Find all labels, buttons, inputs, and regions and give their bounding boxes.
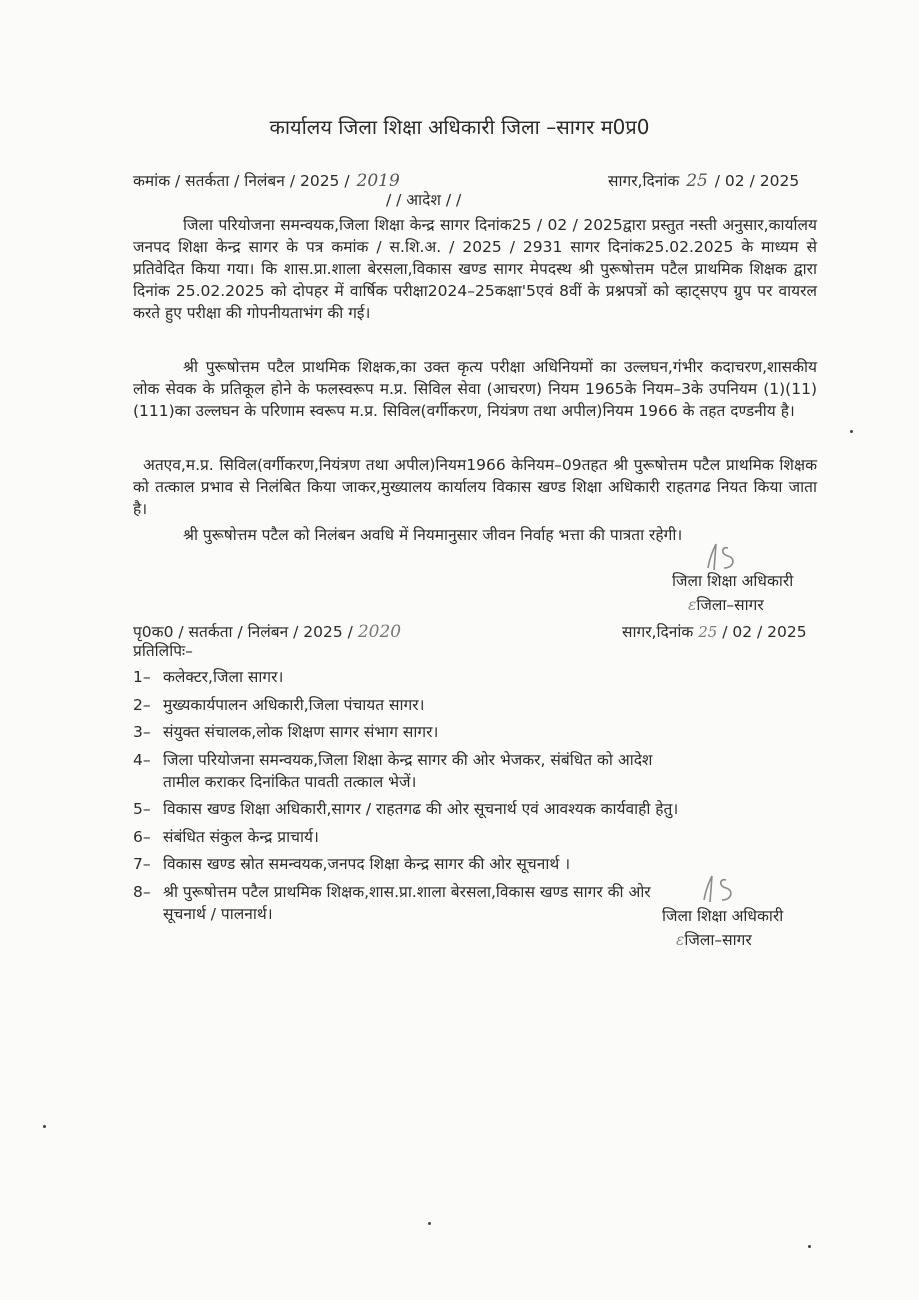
list-item: 8– श्री पुरूषोत्तम पटैल प्राथमिक शिक्षक,शास.प्रा.शाला बेरसला,विकास खण्ड सागर की ओर सूचनार्थ / पालनार्थ। [133,882,651,923]
signature-1-location: εजिला–सागर [688,596,764,614]
order-date-handwritten: 25 [686,171,708,191]
list-item: 2– मुख्यकार्यपालन अधिकारी,जिला पंचायत सागर। [133,695,425,714]
endorsement-date [622,621,807,643]
endorsement-date-handwritten: 25 [698,623,718,641]
endorsement-reference-text: पृ0क0 / सतर्कता / निलंबन / 2025 / [133,623,353,641]
office-title: कार्यालय जिला शिक्षा अधिकारी जिला –सागर म0प्र0 [269,115,650,139]
order-reference [133,170,400,192]
scan-speck [428,1222,431,1225]
signature-2-designation: जिला शिक्षा अधिकारी [662,907,784,925]
endorsement-number-handwritten: 2020 [357,622,402,642]
endorsement-date-rest: / 02 / 2025 [722,623,807,641]
paragraph-3: अतएव,म.प्र. सिविल(वर्गीकरण,नियंत्रण तथा अपील)नियम1966 केनियम–09तहत श्री पुरूषोत्तम पटैल प्राथमिक शिक्षक को तत्काल प्रभाव से निलंबित किया जाकर,मुख्यालय कार्यालय विकास खण्ड शिक्षा अधिकारी राहतगढ नियत किया जाता है। [133,456,817,518]
endorsement-date-label: सागर,दिनांक [622,623,694,641]
signature-2-location: εजिला–सागर [676,931,752,949]
signature-1-designation: जिला शिक्षा अधिकारी [672,572,794,590]
paragraph-1: जिला परियोजना समन्वयक,जिला शिक्षा केन्द्र सागर दिनांक25 / 02 / 2025द्वारा प्रस्तुत नस्ती अनुसार,कार्यालय जनपद शिक्षा केन्द्र सागर के पत्र कमांक / स.शि.अ. / 2025 / 2931 सागर दिनांक25.02.2025 के माध्यम से प्रतिवेदित किया गया। कि शास.प्रा.शाला बेरसला,विकास खण्ड सागर मेपदस्थ श्री पुरूषोत्तम पटैल प्राथमिक शिक्षक द्वारा दिनांक 25.02.2025 को दोपहर में वार्षिक परीक्षा2024–25कक्षा'5एवं 8वीं के प्रश्नपत्रों को व्हाट्सएप ग्रुप पर वायरल करते हुए परीक्षा की गोपनीयताभंग की गई। [133,216,817,322]
list-item: 1– कलेक्टर,जिला सागर। [133,668,284,686]
signature-2-location-text: जिला–सागर [684,931,752,949]
order-reference-text: कमांक / सतर्कता / निलंबन / 2025 / [133,172,350,190]
signature-1-location-text: जिला–सागर [696,596,764,614]
list-item: 3– संयुक्त संचालक,लोक शिक्षण सागर संभाग सागर। [133,723,439,741]
list-item: 5– विकास खण्ड शिक्षा अधिकारी,सागर / राहतगढ की ओर सूचनार्थ एवं आवश्यक कार्यवाही हेतु। [133,800,679,818]
paragraph-2: श्री पुरूषोत्तम पटैल प्राथमिक शिक्षक,का उक्त कृत्य परीक्षा अधिनियमों का उल्लघन,गंभीर कदाचरण,शासकीय लोक सेवक के प्रतिकूल होने के फलस्वरूप म.प्र. सिविल सेवा (आचरण) नियम 1965के नियम–3के उपनियम (1)(11)(111)का उल्लघन के परिणाम स्वरूप म.प्र. सिविल(वर्गीकरण, नियंत्रण तथा अपील)नियम 1966 के तहत दण्डनीय है। [133,358,817,420]
order-date [608,170,799,192]
order-date-label: सागर,दिनांक [608,172,680,190]
scan-speck [43,1125,46,1128]
order-number-handwritten: 2019 [356,171,400,191]
paragraph-4: श्री पुरूषोत्तम पटैल को निलंबन अवधि में नियमानुसार जीवन निर्वाह भत्ता की पात्रता रहेगी। [183,526,683,544]
order-date-rest: / 02 / 2025 [714,172,800,190]
order-heading: / / आदेश / / [386,191,462,209]
scan-speck [808,1245,811,1248]
list-item: 7– विकास खण्ड स्रोत समन्वयक,जनपद शिक्षा केन्द्र सागर की ओर सूचनार्थ । [133,855,571,873]
list-item: 6– संबंधित संकुल केन्द्र प्राचार्य। [133,827,319,846]
scan-speck [850,430,853,433]
signature-2-mark [696,868,746,908]
copy-to-label: प्रतिलिपिः– [133,642,193,660]
list-item: 4– जिला परियोजना समन्वयक,जिला शिक्षा केन्द्र सागर की ओर भेजकर, संबंधित को आदेश तामील कराकर दिनांकित पावती तत्काल भेजें। [133,750,653,791]
